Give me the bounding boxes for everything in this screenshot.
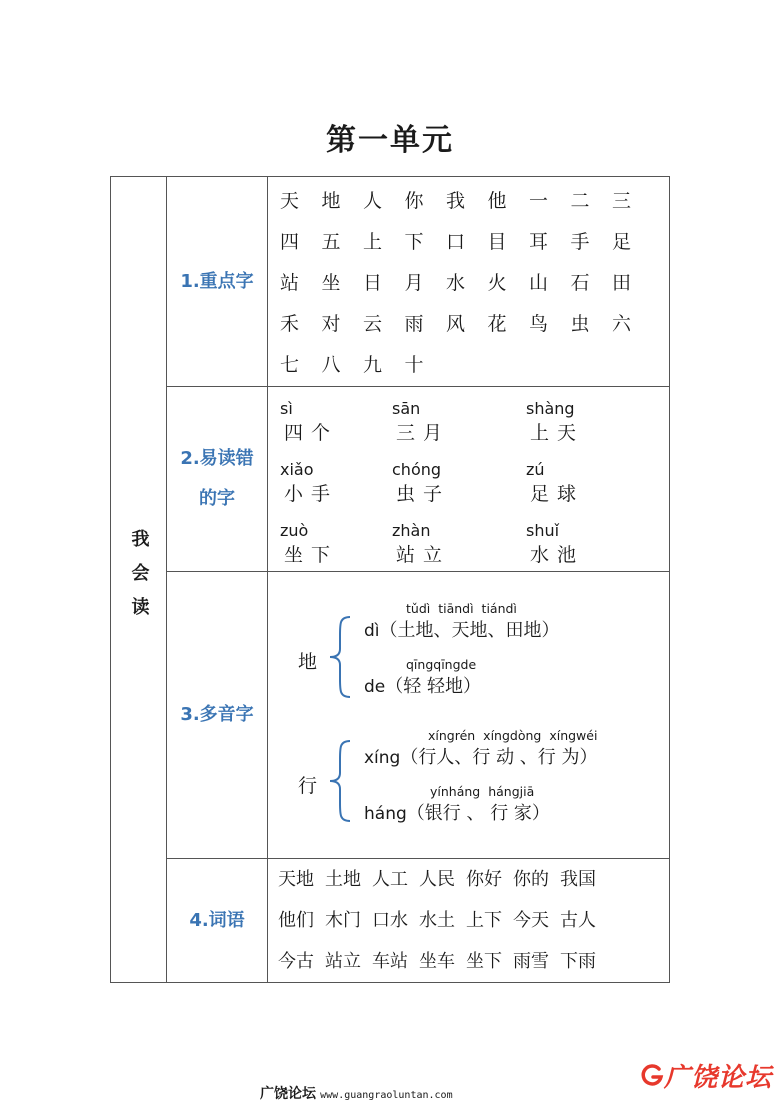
key-chars-label: 1.重点字	[167, 177, 268, 387]
key-char: 我	[446, 190, 466, 212]
key-char: 鸟	[529, 313, 549, 335]
word: 古人	[560, 910, 596, 931]
key-char: 月	[404, 272, 424, 294]
confusing-pinyin: sān	[392, 399, 421, 418]
key-chars-row	[280, 181, 669, 222]
key-char: 足	[612, 231, 632, 253]
confusing-chars: 三月	[396, 422, 451, 444]
poly-pinyin: xíng	[364, 747, 401, 768]
confusing-label	[167, 387, 268, 572]
footer-site-name: 广饶论坛	[260, 1086, 316, 1102]
confusing-pinyin: xiǎo	[280, 460, 314, 479]
key-chars-row	[280, 263, 669, 304]
word: 人民	[419, 869, 455, 890]
key-char: 手	[570, 231, 590, 253]
key-char: 你	[404, 190, 424, 212]
footer	[260, 1083, 453, 1103]
section-label: 我会读	[128, 528, 150, 631]
key-char: 火	[487, 272, 507, 294]
confusing-chars: 坐下	[284, 544, 339, 566]
key-char: 十	[404, 354, 424, 376]
key-char: 云	[363, 313, 383, 335]
confusing-item	[526, 460, 646, 506]
word: 坐车	[419, 951, 455, 972]
words-cell	[268, 859, 670, 983]
key-char: 石	[570, 272, 590, 294]
section-cell	[111, 177, 167, 983]
key-char: 对	[321, 313, 341, 335]
confusing-item	[280, 521, 400, 567]
words-row	[278, 900, 669, 941]
key-char: 六	[612, 313, 632, 335]
poly-pinyin: dì	[364, 620, 380, 641]
confusing-chars: 水池	[530, 544, 585, 566]
confusing-item	[280, 399, 400, 445]
word: 你的	[513, 869, 549, 890]
key-char: 山	[529, 272, 549, 294]
key-char: 虫	[570, 313, 590, 335]
confusing-pinyin: zhàn	[392, 521, 431, 540]
poly-annotation: tǔdì tiāndì tiándì	[406, 600, 517, 616]
confusing-item	[392, 460, 512, 506]
key-char: 上	[363, 231, 383, 253]
confusing-item	[526, 521, 646, 567]
word: 今古	[278, 951, 314, 972]
key-char: 地	[321, 190, 341, 212]
confusing-pinyin: shàng	[526, 399, 575, 418]
key-char: 雨	[404, 313, 424, 335]
confusing-item	[280, 460, 400, 506]
word: 我国	[560, 869, 596, 890]
words-row	[278, 941, 669, 982]
words-row	[278, 859, 669, 900]
key-char: 人	[363, 190, 383, 212]
key-char: 田	[612, 272, 632, 294]
key-char: 站	[280, 272, 300, 294]
poly-reading	[364, 616, 560, 642]
confusing-chars: 站立	[396, 544, 451, 566]
words-label: 4.词语	[167, 859, 268, 983]
poly-words: （土地、天地、田地）	[379, 619, 560, 641]
confusing-chars: 虫子	[396, 483, 451, 505]
word: 坐下	[466, 951, 502, 972]
word: 天地	[278, 869, 314, 890]
key-char: 三	[612, 190, 632, 212]
key-char: 风	[446, 313, 466, 335]
page-title: 第一单元	[326, 123, 454, 158]
key-char: 四	[280, 231, 300, 253]
key-char: 禾	[280, 313, 300, 335]
key-char: 耳	[529, 231, 549, 253]
poly-words: （行人、行 动 、行 为）	[400, 746, 598, 768]
key-char: 口	[446, 231, 466, 253]
logo-text: 广饶论坛	[664, 1062, 773, 1093]
polyphonic-area	[268, 573, 669, 858]
key-char: 花	[487, 313, 507, 335]
confusing-chars: 上天	[530, 422, 585, 444]
poly-reading	[364, 743, 598, 769]
key-char: 坐	[321, 272, 341, 294]
confusing-grid	[268, 387, 669, 571]
logo-g-icon	[640, 1063, 664, 1087]
word: 今天	[513, 910, 549, 931]
key-chars-row	[280, 345, 669, 386]
poly-annotation: qīngqīngde	[406, 656, 477, 672]
confusing-label-line2: 的字	[199, 488, 235, 509]
lesson-table	[110, 176, 670, 983]
confusing-item	[392, 521, 512, 567]
word: 车站	[372, 951, 408, 972]
brace-icon	[328, 739, 354, 823]
poly-pinyin: de	[364, 676, 386, 697]
poly-words: （银行 、 行 家）	[406, 802, 550, 824]
footer-url: www.guangraoluntan.com	[320, 1090, 453, 1101]
key-char: 二	[570, 190, 590, 212]
key-char: 天	[280, 190, 300, 212]
poly-char-di: 地	[298, 650, 318, 673]
poly-words: （轻 轻地）	[385, 675, 481, 697]
poly-reading	[364, 799, 550, 825]
key-char: 五	[321, 231, 341, 253]
confusing-item	[392, 399, 512, 445]
poly-annotation: yínháng hángjiā	[430, 783, 535, 799]
poly-char-xing: 行	[298, 774, 318, 797]
word: 你好	[466, 869, 502, 890]
polyphonic-cell	[268, 572, 670, 859]
key-chars-row	[280, 222, 669, 263]
word: 上下	[466, 910, 502, 931]
confusing-chars: 小手	[284, 483, 339, 505]
word: 雨雪	[513, 951, 549, 972]
confusing-cell	[268, 387, 670, 572]
key-char: 他	[487, 190, 507, 212]
key-char: 目	[487, 231, 507, 253]
key-char: 七	[280, 354, 300, 376]
word: 站立	[325, 951, 361, 972]
key-char: 九	[363, 354, 383, 376]
key-char: 八	[321, 354, 341, 376]
confusing-pinyin: zú	[526, 460, 545, 479]
word: 人工	[372, 869, 408, 890]
poly-annotation: xíngrén xíngdòng xíngwéi	[428, 727, 598, 743]
key-chars-cell	[268, 177, 670, 387]
confusing-pinyin: chóng	[392, 460, 442, 479]
key-char: 日	[363, 272, 383, 294]
confusing-chars: 四个	[284, 422, 339, 444]
confusing-pinyin: zuò	[280, 521, 309, 540]
words-grid	[268, 859, 669, 982]
confusing-chars: 足球	[530, 483, 585, 505]
polyphonic-label: 3.多音字	[167, 572, 268, 859]
key-char: 一	[529, 190, 549, 212]
key-char: 下	[404, 231, 424, 253]
confusing-item	[526, 399, 646, 445]
poly-pinyin: háng	[364, 803, 407, 824]
site-logo	[640, 1055, 772, 1095]
word: 口水	[372, 910, 408, 931]
key-chars-row	[280, 304, 669, 345]
word: 水土	[419, 910, 455, 931]
word: 土地	[325, 869, 361, 890]
confusing-pinyin: sì	[280, 399, 293, 418]
key-char: 水	[446, 272, 466, 294]
poly-reading	[364, 672, 481, 698]
brace-icon	[328, 615, 354, 699]
word: 下雨	[560, 951, 596, 972]
confusing-pinyin: shuǐ	[526, 521, 560, 540]
word: 木门	[325, 910, 361, 931]
word: 他们	[278, 910, 314, 931]
key-chars-grid	[268, 177, 669, 386]
confusing-label-line1: 2.易读错	[180, 448, 254, 469]
